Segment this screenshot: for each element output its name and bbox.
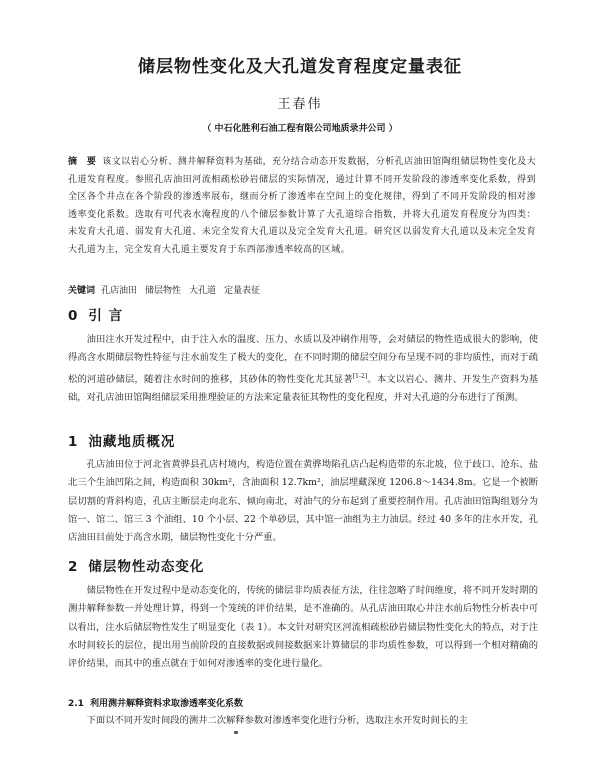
section-title: 引 言 <box>88 308 124 324</box>
section-number: 1 <box>68 434 79 450</box>
keywords-label: 关键词 <box>68 286 96 296</box>
citation: [1-2] <box>352 372 368 380</box>
paragraph-text: 油田注水开发过程中，由于注入水的温度、压力、水质以及冲刷作用等，会对储层的物性造成很大的影响，使得高含水期储层物性特征与注水前发生了极大的变化，在不同时期的储层空间分布呈现不同的非均质性，而对于疏松的河道砂储层，随着注水时间的推移，其砂体的物性变化尤其显著 <box>68 334 538 385</box>
section-number: 0 <box>68 308 79 324</box>
keyword: 储层物性 <box>145 286 182 296</box>
keyword: 定量表征 <box>224 286 261 296</box>
abstract-text: 该文以岩心分析、测井解释资料为基础，充分结合动态开发数据，分析孔店油田馆陶组储层物性变化及大孔道发育程度。参照孔店油田河流相疏松砂岩储层的实际情况，通过计算不同开发阶段的渗透率变化系数，得到全区各个井点在各个阶段的渗透率展布，继而分析了渗透率在空间上的变化规律，得到了不同开发阶段的相对渗透率变化系数。选取有可代表水淹程度的八个储层参数计算了大孔道综合指数，并将大孔道发育程度分为四类：未发育大孔道、弱发育大孔道、未完全发育大孔道以及完全发育大孔道。研究区以弱发育大孔道以及未完全发育大孔道为主，完全发育大孔道主要发育于东西部渗透率较高的区域。 <box>68 157 537 255</box>
section-title: 油藏地质概况 <box>88 434 176 450</box>
abstract-label: 摘 要 <box>68 157 97 167</box>
subsection-title: 利用测井解释资料求取渗透率变化系数 <box>89 699 243 709</box>
keyword: 孔店油田 <box>101 286 138 296</box>
section-heading-geology <box>68 430 175 450</box>
subsection-heading <box>68 696 243 709</box>
section-intro-body <box>68 331 538 407</box>
section-title: 储层物性动态变化 <box>88 559 205 575</box>
subsection-body: 下面以不同开发时间段的测井二次解释参数对渗透率变化进行分析，选取注水开发时间长的主 <box>86 715 468 726</box>
author-affiliation: （ 中石化胜利石油工程有限公司地质录井公司 ） <box>202 124 398 134</box>
paper-title: 储层物性变化及大孔道发育程度定量表征 <box>138 57 462 77</box>
subsection-number: 2.1 <box>68 699 84 709</box>
section-heading-dynamics <box>68 555 204 575</box>
section-heading-intro <box>68 304 123 324</box>
scan-speck <box>234 731 238 734</box>
section-dynamics-body: 储层物性在开发过程中是动态变化的，传统的储层非均质表征方法，往往忽略了时间维度，将不同开发时期的测井解释参数一并处理计算，得到一个笼统的评价结果，是不准确的。从孔店油田取心井注水前后物性分析表中可以看出，注水后储层物性发生了明显变化（表 1）。本文针对研究区河流相疏松砂岩储层物性变化大的特点，对于注水时间较长的层位，提出用当前阶段的直接数据或间接数据来计算储层的非均质性参数，可以得到一个相对精确的评价结果，而其中的重点就在于如何对渗透率的变化进行量化。 <box>68 585 538 670</box>
paragraph-text: 。本文以岩心、测井、开发生产资料为基础，对孔店油田馆陶组储层采用推理验证的方法来定量表征其物性的变化程度，并对大孔道的分布进行了预测。 <box>68 373 538 403</box>
abstract <box>68 154 536 259</box>
section-geology-body: 孔店油田位于河北省黄骅县孔店村境内，构造位置在黄骅坳陷孔店凸起构造带的东北坡，位于歧口、沧东、盐北三个生油凹陷之间，构造面积 30km²，含油面积 12.7km²，油层埋藏深度 1206.8～1434.8m。它是一个被断层切割的背斜构造，孔店主断层走向北东、倾向南北，对油气的分布起到了重要控制作用。孔店油田馆陶组划分为馆一、馆二、馆三 3 个油组、10 个小层、22 个单砂层，其中馆一油组为主力油层。经过 40 多年的注水开发，孔店油田目前处于高含水期，储层物性变化十分严重。 <box>68 459 538 544</box>
section-number: 2 <box>68 559 79 575</box>
author-name: 王春伟 <box>277 97 323 112</box>
keyword: 大孔道 <box>189 286 217 296</box>
keywords <box>68 284 536 298</box>
